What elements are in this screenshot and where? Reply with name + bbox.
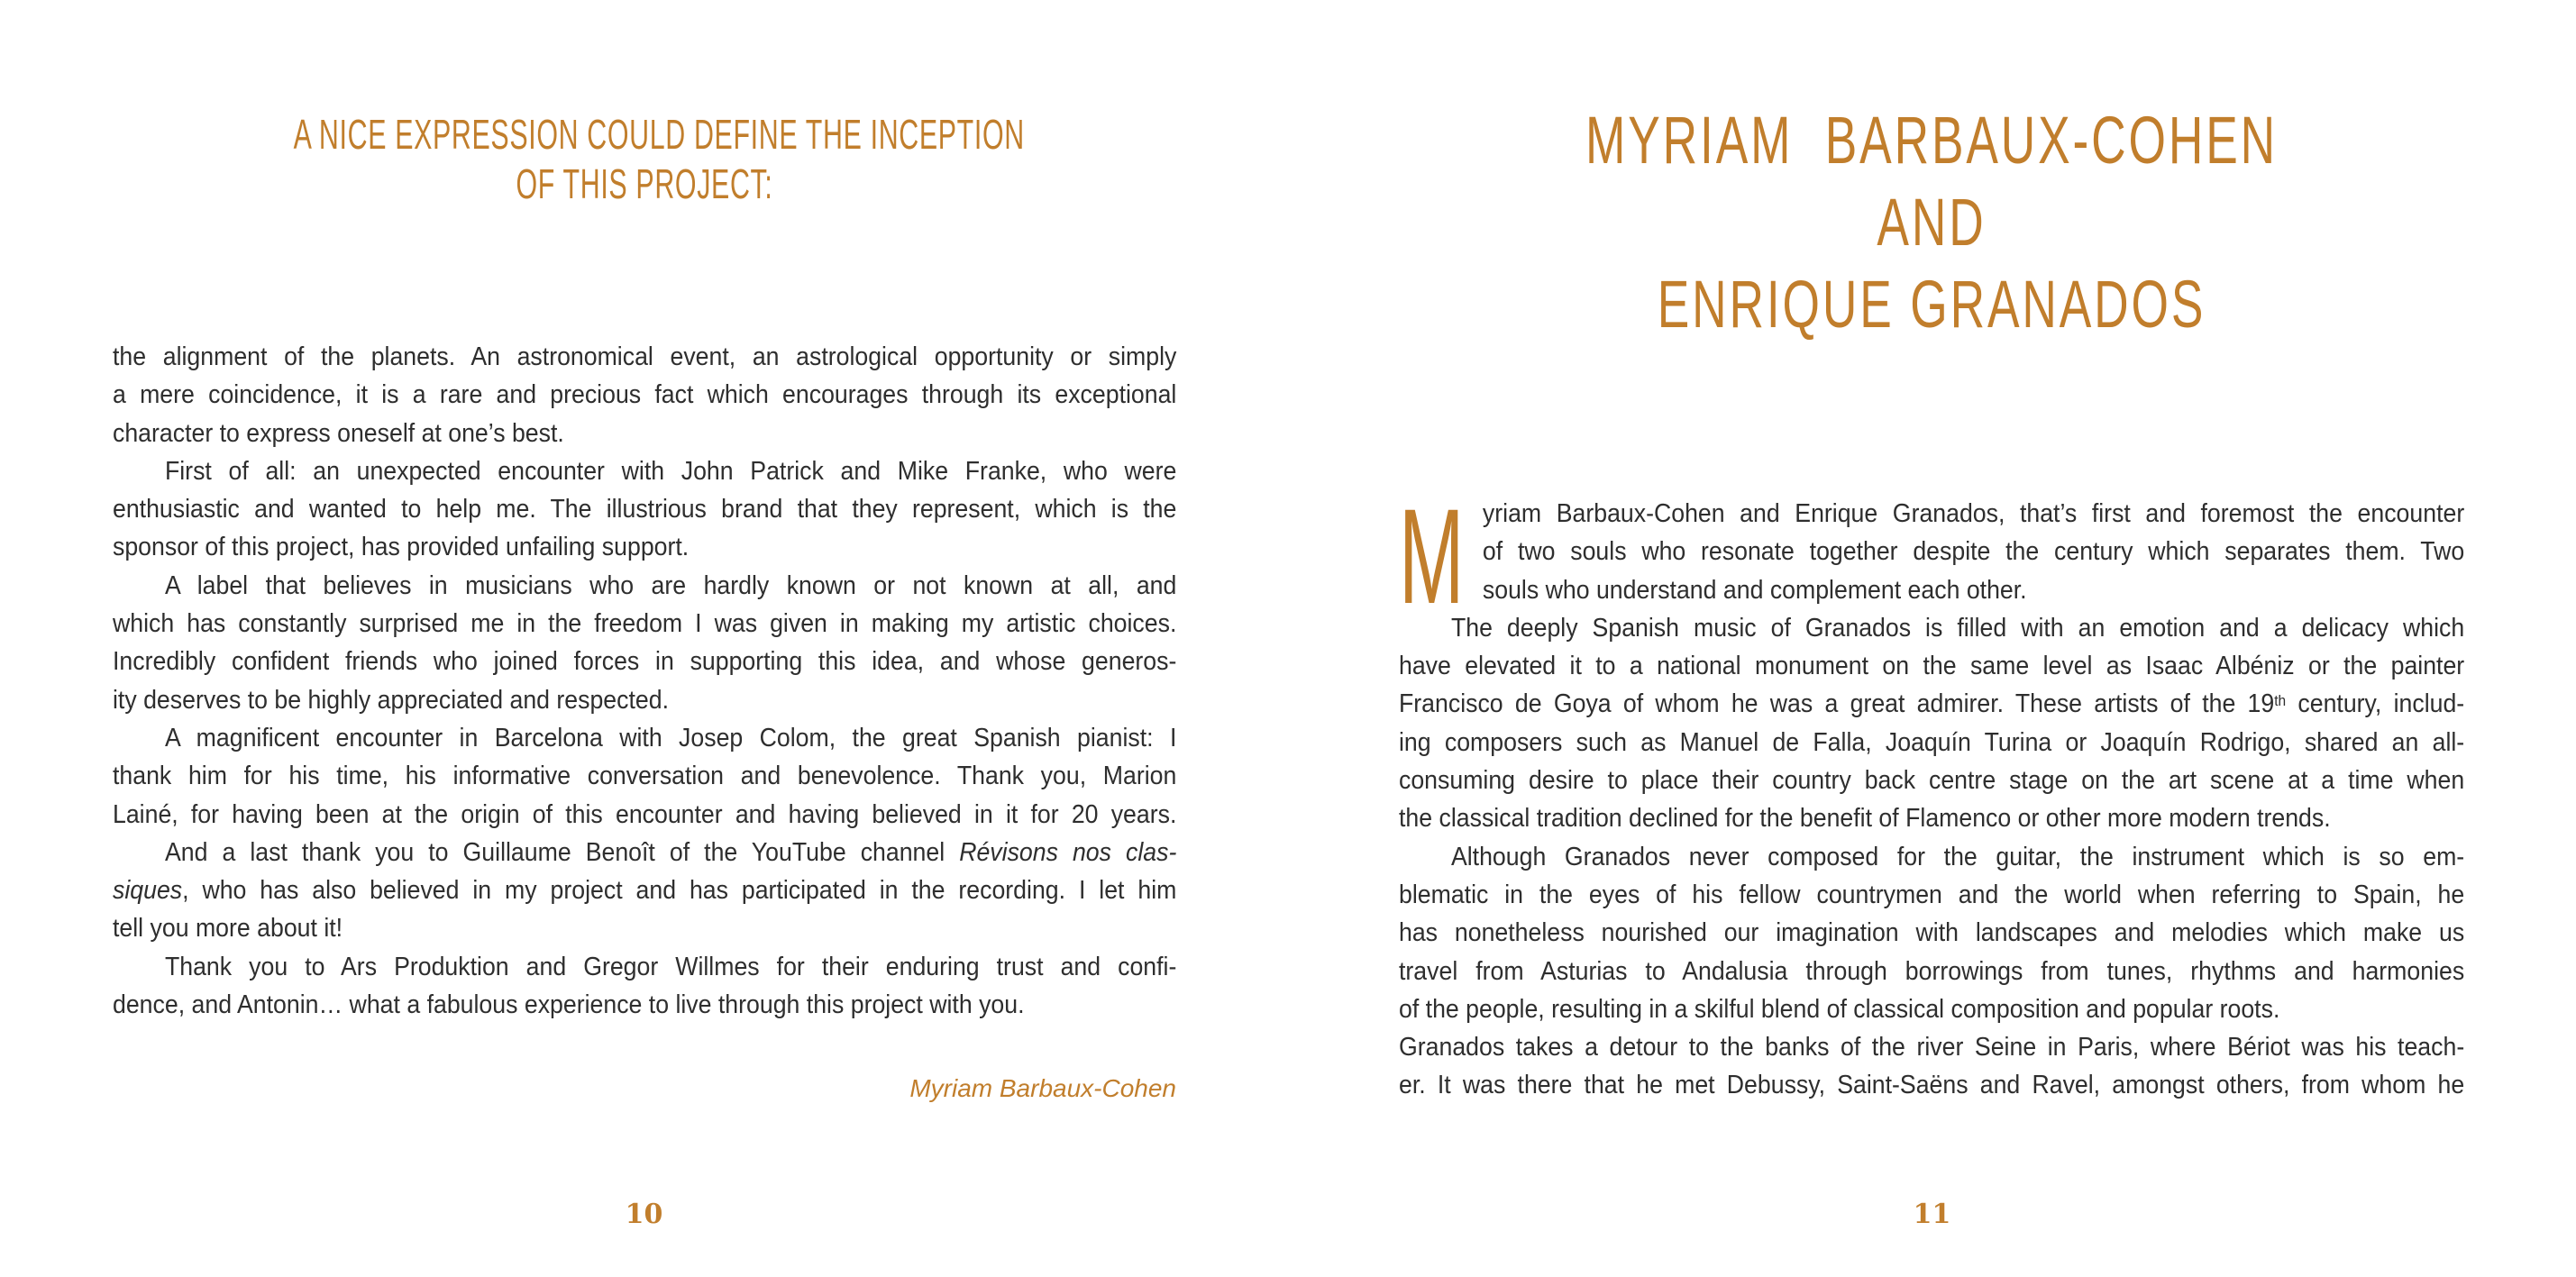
heading-line: A NICE EXPRESSION COULD DEFINE THE INCEPTION (293, 111, 1025, 158)
text-line (1483, 495, 2464, 533)
text-line (1399, 647, 2464, 685)
text-line (113, 871, 1176, 909)
text-line (1399, 1028, 2464, 1066)
text-line (113, 376, 1176, 414)
text-segment: The deeply Spanish music of Granados is filled with an emotion and a delicacy which (1450, 613, 2465, 643)
text-line (113, 834, 1176, 871)
text-line (1399, 609, 2464, 647)
author-signature: Myriam Barbaux-Cohen (909, 1074, 1176, 1102)
text-segment: yriam Barbaux-Cohen and Enrique Granados, that’s first and foremost the encounter (1482, 499, 2465, 528)
text-line (1399, 838, 2464, 876)
text-line (113, 415, 1176, 452)
text-segment: tell you more about it! (113, 914, 343, 944)
text-segment: character to express oneself at one’s best. (113, 418, 564, 448)
page-number-right: 11 (1913, 1199, 1951, 1230)
text-segment: And a last thank you to Guillaume Benoît of the YouTube channel (164, 837, 960, 867)
text-line (113, 338, 1176, 376)
drop-cap: M (1399, 480, 1465, 632)
text-line (1399, 724, 2464, 762)
text-line (113, 490, 1176, 528)
text-segment: has nonetheless nourished our imagination with landscapes and melodies which make us (1399, 918, 2465, 948)
text-segment: dence, and Antonin… what a fabulous experience to live through this project with you. (113, 990, 1025, 1020)
text-line (113, 909, 1176, 947)
text-line (113, 528, 1176, 566)
text-segment: sponsor of this project, has provided unfailing support. (113, 533, 690, 562)
text-segment: enthusiastic and wanted to help me. The illustrious brand that they represent, which is the (113, 495, 1177, 524)
text-line (113, 719, 1176, 757)
text-segment: th (2274, 691, 2287, 709)
text-segment: er. It was there that he met Debussy, Saint-Saëns and Ravel, amongst others, from whom he (1399, 1071, 2465, 1100)
text-segment: blematic in the eyes of his fellow countrymen and the world when referring to Spain, he (1399, 880, 2465, 909)
text-line (1483, 533, 2464, 570)
text-line (113, 452, 1176, 490)
text-segment: Francisco de Goya of whom he was a great admirer. These artists of the 19 (1399, 689, 2275, 719)
text-segment: A label that believes in musicians who are hardly known or not known at all, and (164, 570, 1177, 600)
text-segment: of two souls who resonate together despite the century which separates them. Two (1482, 537, 2465, 567)
text-segment: century, includ- (2286, 689, 2465, 719)
title-line: ENRIQUE GRANADOS (1657, 267, 2206, 342)
text-segment: thank him for his time, his informative conversation and benevolence. Thank you, Marion (113, 762, 1177, 791)
text-segment: Incredibly confident friends who joined forces in supporting this idea, and whose generos- (113, 647, 1177, 677)
text-line (1399, 762, 2464, 799)
text-line (1399, 799, 2464, 837)
text-line (113, 643, 1176, 680)
title-line: MYRIAM BARBAUX-COHEN (1585, 103, 2278, 178)
text-segment: souls who understand and complement each other. (1482, 575, 2027, 605)
text-line (1399, 876, 2464, 914)
page-number-left: 10 (625, 1199, 663, 1230)
text-segment: Révisons nos clas- (959, 837, 1177, 867)
text-segment: the classical tradition declined for the benefit of Flamenco or other more modern trends. (1399, 804, 2331, 834)
text-segment: have elevated it to a national monument on the same level as Isaac Albéniz or the painter (1399, 652, 2465, 681)
text-segment: ity deserves to be highly appreciated and respected. (113, 685, 669, 715)
text-segment: the alignment of the planets. An astronomical event, an astrological opportunity or simply (113, 342, 1177, 371)
text-segment: Thank you to Ars Produktion and Gregor Willmes for their enduring trust and confi- (164, 952, 1177, 981)
text-line (1399, 953, 2464, 990)
text-segment: Granados takes a detour to the banks of the river Seine in Paris, where Bériot was his teach- (1399, 1033, 2465, 1063)
text-line (113, 796, 1176, 834)
text-line (1483, 571, 2464, 609)
title-line: AND (1877, 185, 1987, 260)
right-page-title (1399, 99, 2464, 345)
text-segment: Lainé, for having been at the origin of this encounter and having believed in it for 20 years. (113, 799, 1177, 829)
text-line (1399, 685, 2464, 723)
text-segment: , who has also believed in my project and has participated in the recording. I let him (182, 876, 1177, 906)
text-line (1399, 990, 2464, 1028)
heading-line: OF THIS PROJECT: (516, 160, 773, 207)
text-segment: of the people, resulting in a skilful blend of classical composition and popular roots. (1399, 994, 2280, 1024)
text-line (113, 948, 1176, 986)
text-line (1399, 914, 2464, 952)
text-segment: which has constantly surprised me in the freedom I was given in making my artistic choices. (113, 609, 1177, 639)
text-segment: Although Granados never composed for the guitar, the instrument which is so em- (1450, 842, 2465, 871)
text-segment: travel from Asturias to Andalusia through borrowings from tunes, rhythms and harmonies (1399, 956, 2465, 986)
text-segment: siques (113, 876, 183, 906)
right-body-text (1399, 480, 2465, 1105)
left-page-heading (113, 110, 1176, 209)
text-line (113, 567, 1176, 605)
page-right (1288, 0, 2576, 1277)
text-line (113, 757, 1176, 795)
text-line (113, 605, 1176, 643)
text-line (113, 681, 1176, 719)
text-line (1399, 1066, 2464, 1104)
text-segment: A magnificent encounter in Barcelona with Josep Colom, the great Spanish pianist: I (164, 723, 1177, 753)
text-segment: consuming desire to place their country back centre stage on the art scene at a time when (1399, 766, 2465, 796)
text-segment: First of all: an unexpected encounter with John Patrick and Mike Franke, who were (164, 456, 1177, 486)
text-segment: ing composers such as Manuel de Falla, Joaquín Turina or Joaquín Rodrigo, shared an all- (1399, 727, 2465, 757)
text-segment: a mere coincidence, it is a rare and precious fact which encourages through its exceptional (113, 380, 1177, 410)
left-body-text (113, 338, 1176, 1024)
text-line (113, 986, 1176, 1024)
